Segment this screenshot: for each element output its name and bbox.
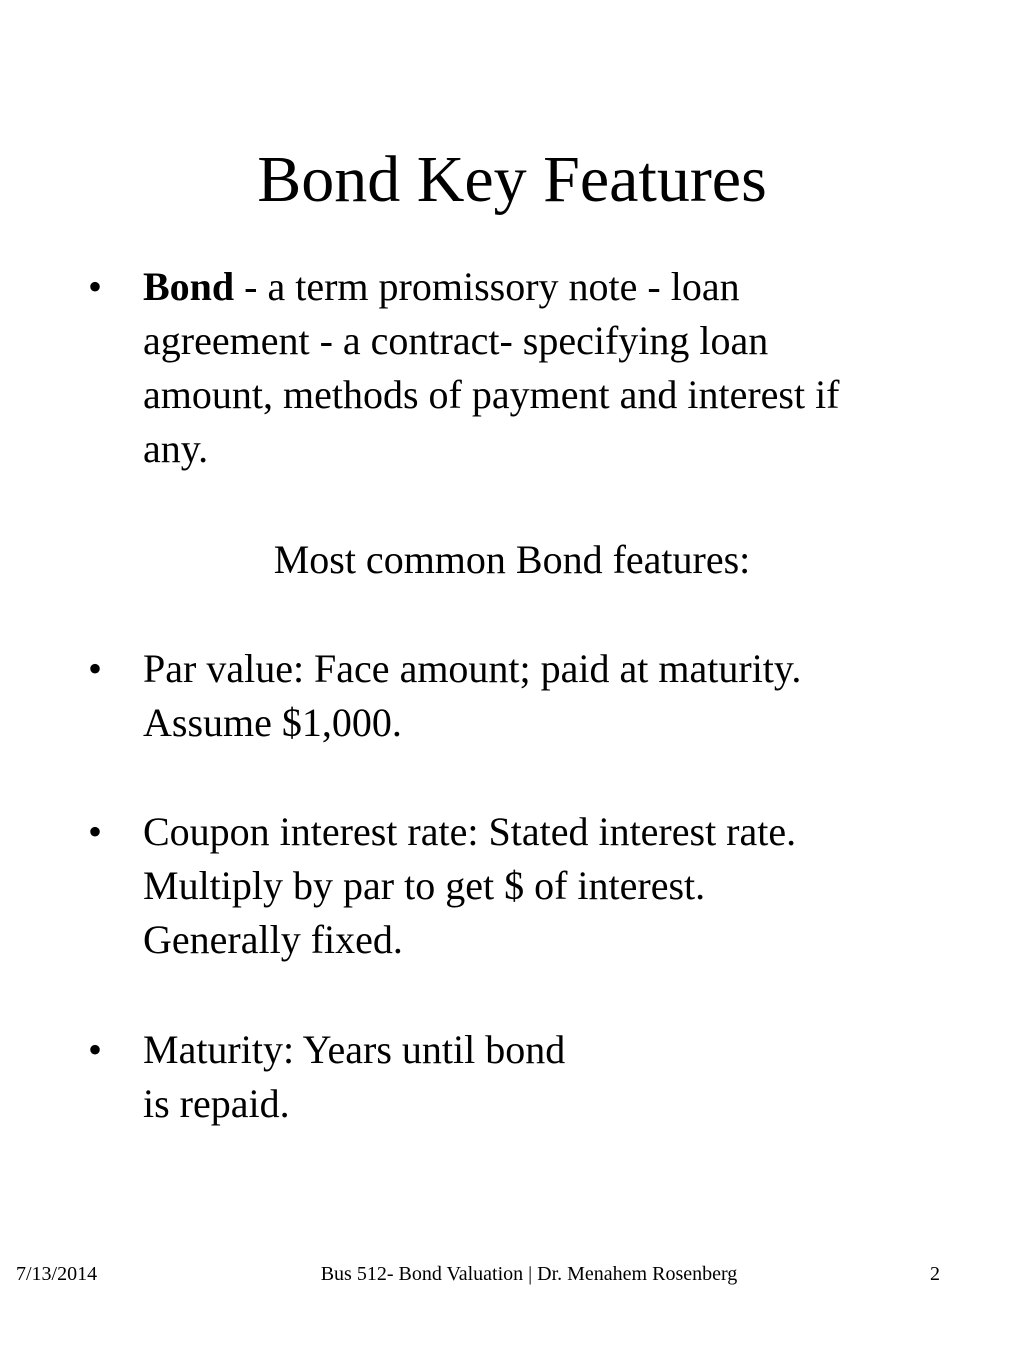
definition-line-2: agreement - a contract- specifying loan — [143, 318, 769, 363]
footer-course-title: Bus 512- Bond Valuation | Dr. Menahem Rosenberg — [320, 1263, 738, 1285]
definition-line-4: any. — [143, 426, 209, 471]
footer-date: 7/13/2014 — [16, 1263, 98, 1285]
bond-term: Bond — [143, 264, 235, 309]
feature-line: is repaid. — [143, 1081, 290, 1126]
feature-line: Par value: Face amount; paid at maturity. — [143, 646, 802, 691]
feature-bullet-coupon-rate — [88, 805, 968, 967]
bullet-marker: • — [88, 809, 103, 854]
feature-bullet-par-value — [88, 642, 968, 750]
feature-text — [143, 805, 968, 967]
feature-line: Coupon interest rate: Stated interest rate. — [143, 809, 797, 854]
bullet-marker: • — [88, 264, 103, 309]
bullet-marker: • — [88, 646, 103, 691]
definition-line-1: - a term promissory note - loan — [234, 264, 740, 309]
feature-line: Maturity: Years until bond — [143, 1027, 566, 1072]
feature-line: Generally fixed. — [143, 917, 403, 962]
slide-title: Bond Key Features — [257, 143, 767, 216]
feature-text — [143, 1023, 968, 1131]
bond-definition-bullet — [88, 260, 968, 476]
features-subheading: Most common Bond features: — [273, 537, 751, 582]
definition-line-3: amount, methods of payment and interest if — [143, 372, 840, 417]
bullet-marker: • — [88, 1027, 103, 1072]
feature-line: Multiply by par to get $ of interest. — [143, 863, 706, 908]
bond-definition-text — [143, 260, 968, 476]
feature-bullet-maturity — [88, 1023, 968, 1131]
feature-text — [143, 642, 968, 750]
feature-line: Assume $1,000. — [143, 700, 402, 745]
footer-page-number: 2 — [930, 1263, 940, 1285]
